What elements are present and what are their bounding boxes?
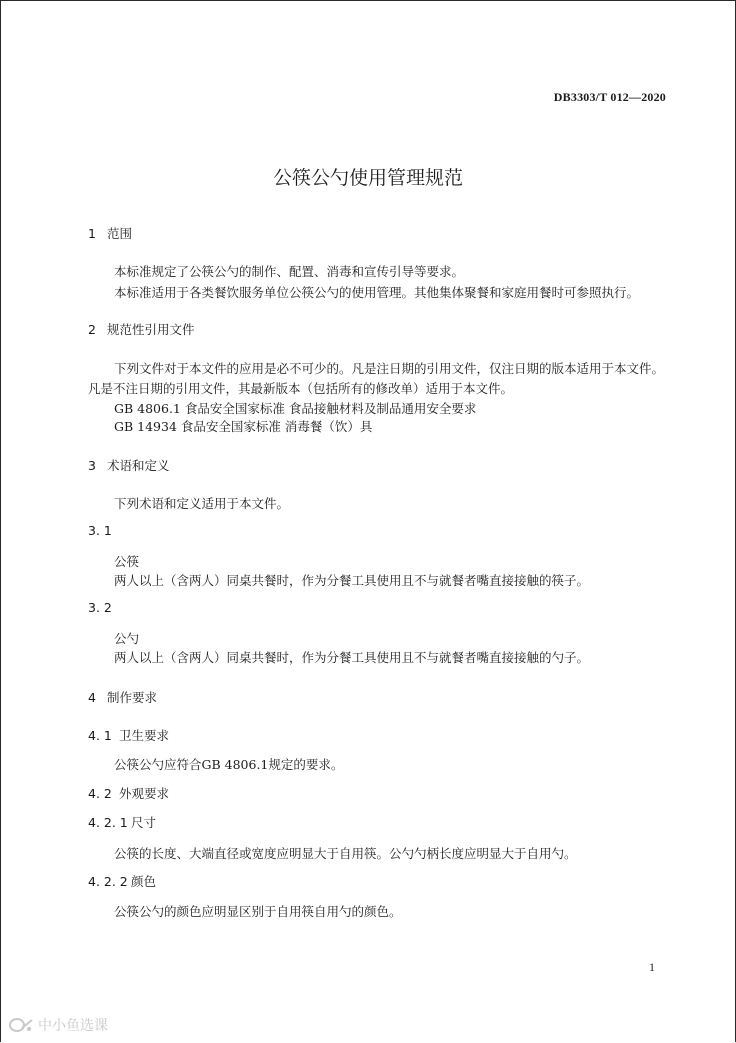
section-1-paragraph-2: 本标准适用于各类餐饮服务单位公筷公勺的使用管理。其他集体聚餐和家庭用餐时可参照执行。 [114, 285, 640, 300]
document-title: 公筷公勺使用管理规范 [272, 167, 463, 189]
term-3-2-number: 3. 2 [88, 600, 112, 615]
term-3-2-definition: 两人以上（含两人）同桌共餐时，作为分餐工具使用且不与就餐者嘴直接接触的勺子。 [114, 650, 590, 665]
watermark-text: 中小鱼选课 [38, 1018, 108, 1034]
section-1-paragraph-1: 本标准规定了公筷公勺的制作、配置、消毒和宣传引导等要求。 [114, 264, 465, 279]
subsection-title: 外观要求 [119, 786, 170, 801]
watermark-logo-icon [8, 1016, 34, 1034]
section-3-paragraph: 下列术语和定义适用于本文件。 [114, 496, 290, 511]
subsection-4-1-heading [88, 726, 169, 744]
section-title: 规范性引用文件 [107, 322, 195, 337]
term-3-1-number: 3. 1 [88, 523, 112, 538]
subsection-4-2-1-paragraph: 公筷的长度、大端直径或宽度应明显大于自用筷。公勺勺柄长度应明显大于自用勺。 [114, 846, 577, 861]
subsection-4-2-2-heading [88, 872, 156, 890]
section-2-heading [88, 320, 195, 338]
section-title: 范围 [107, 226, 133, 241]
section-3-heading [88, 456, 170, 474]
subsection-number: 4. 1 [88, 728, 112, 743]
section-1-heading [88, 224, 132, 242]
subsection-number: 4. 2. 2 [88, 874, 128, 889]
section-2-paragraph-line-1: 下列文件对于本文件的应用是必不可少的。凡是注日期的引用文件，仅注日期的版本适用于本文件。 [114, 361, 665, 376]
document-code: DB3303/T 012—2020 [553, 90, 666, 104]
term-3-1-definition: 两人以上（含两人）同桌共餐时，作为分餐工具使用且不与就餐者嘴直接接触的筷子。 [114, 573, 590, 588]
section-number: 3 [88, 458, 96, 473]
subsection-4-2-1-heading [88, 813, 156, 831]
subsection-title: 卫生要求 [119, 728, 170, 743]
section-title: 制作要求 [107, 690, 158, 705]
normative-reference-2: GB 14934 食品安全国家标准 消毒餐（饮）具 [114, 419, 373, 434]
section-number: 1 [88, 226, 96, 241]
section-title: 术语和定义 [107, 458, 170, 473]
subsection-4-2-heading [88, 784, 169, 802]
section-4-heading [88, 688, 157, 706]
subsection-number: 4. 2. 1 [88, 815, 128, 830]
subsection-4-2-2-paragraph: 公筷公勺的颜色应明显区别于自用筷自用勺的颜色。 [114, 904, 402, 919]
subsection-number: 4. 2 [88, 786, 112, 801]
page-number: 1 [649, 960, 655, 974]
normative-reference-1: GB 4806.1 食品安全国家标准 食品接触材料及制品通用安全要求 [114, 401, 477, 416]
section-2-paragraph-line-2: 凡是不注日期的引用文件，其最新版本（包括所有的修改单）适用于本文件。 [88, 381, 514, 396]
section-number: 4 [88, 690, 96, 705]
subsection-4-1-paragraph: 公筷公勺应符合GB 4806.1规定的要求。 [114, 757, 344, 772]
term-3-1-name: 公筷 [114, 554, 140, 569]
subsection-title: 尺寸 [131, 815, 157, 830]
watermark [8, 1015, 108, 1035]
subsection-title: 颜色 [131, 874, 157, 889]
term-3-2-name: 公勺 [114, 631, 140, 646]
section-number: 2 [88, 322, 96, 337]
